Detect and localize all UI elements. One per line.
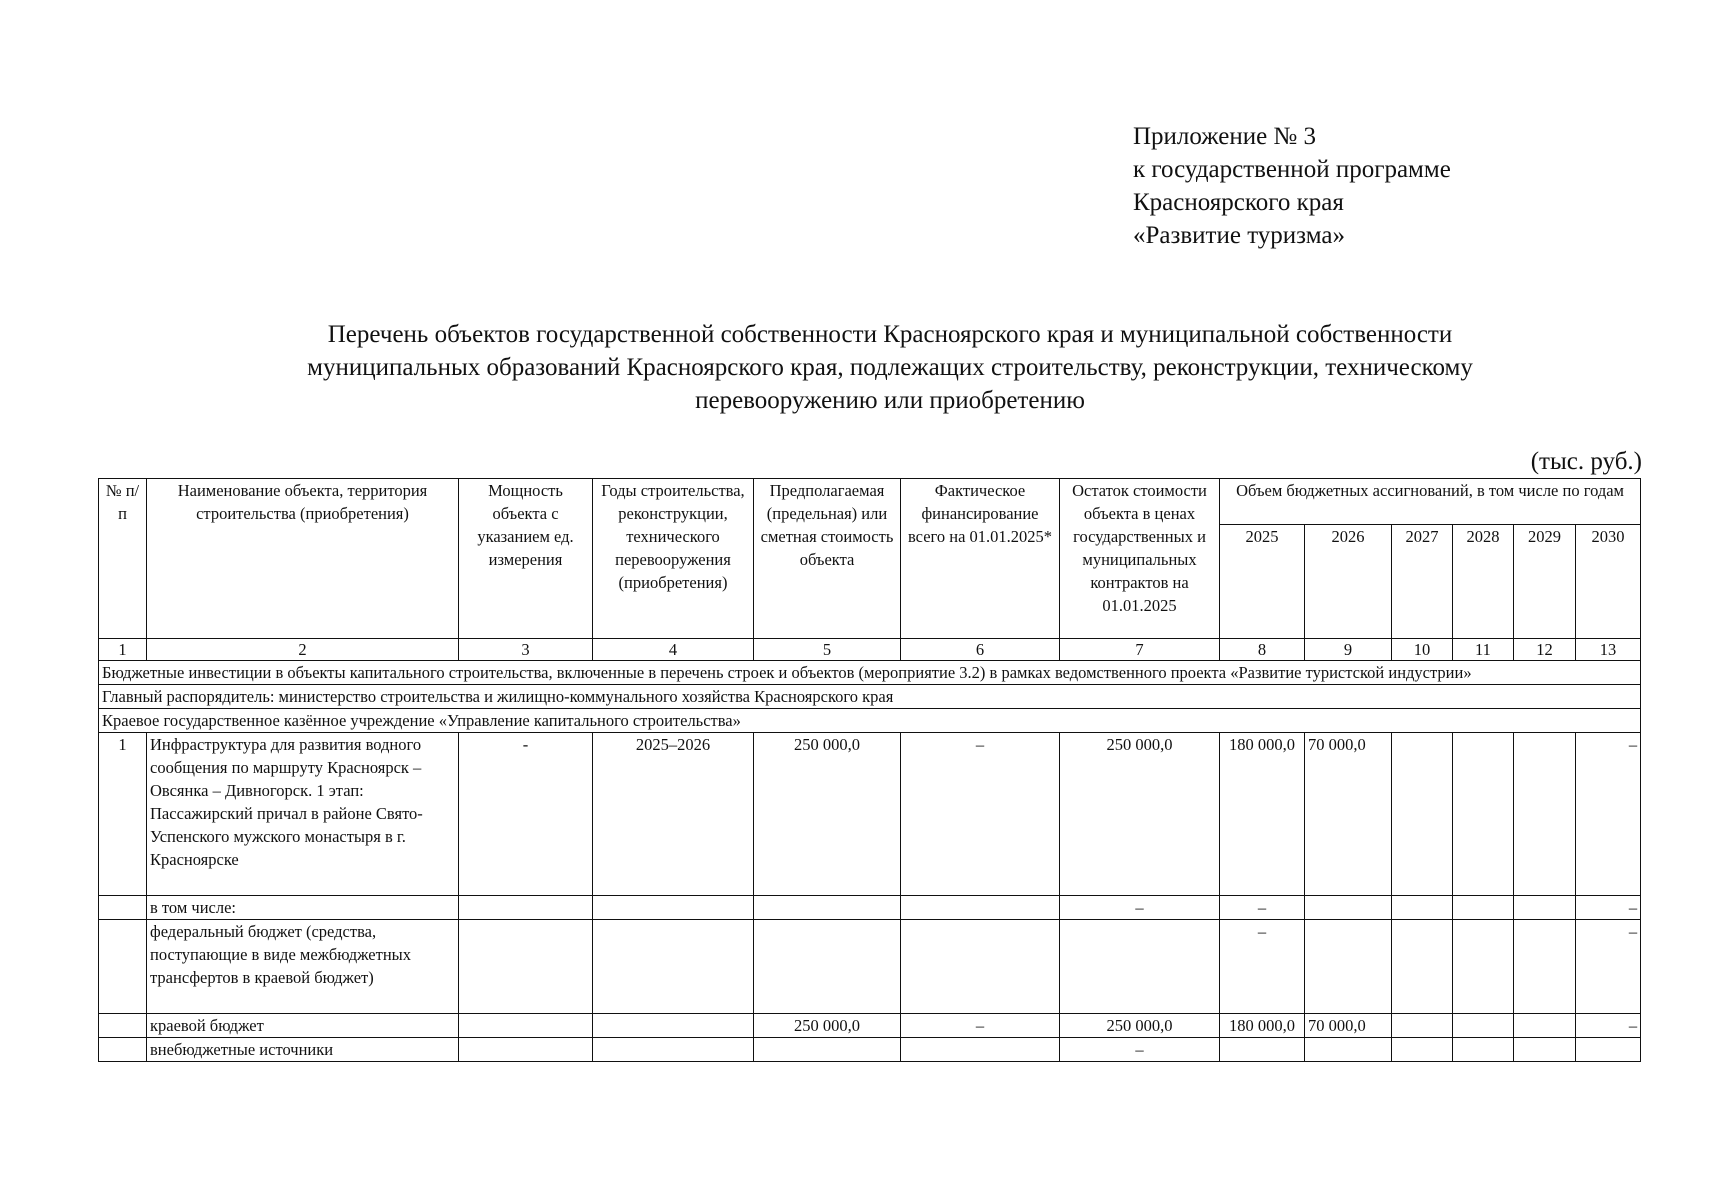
- year-2030-cell: [1576, 1038, 1641, 1062]
- section-text: Главный распорядитель: министерство строительства и жилищно-коммунального хозяйства Красноярского края: [99, 685, 1641, 709]
- years-cell: 2025–2026: [593, 733, 754, 896]
- appendix-line: «Развитие туризма»: [1133, 222, 1345, 249]
- year-2028-cell: [1453, 1014, 1514, 1038]
- remaining-cell: [1060, 920, 1220, 1014]
- units-label: (тыс. руб.): [1530, 448, 1642, 475]
- year-2029-cell: [1514, 1014, 1576, 1038]
- cost-cell: [754, 1038, 901, 1062]
- years-cell: [593, 1014, 754, 1038]
- year-header: 2026: [1305, 525, 1392, 639]
- column-number: 6: [901, 639, 1060, 661]
- section-row: [99, 709, 1641, 733]
- year-2026-cell: [1305, 896, 1392, 920]
- year-2028-cell: [1453, 1038, 1514, 1062]
- appendix-line: к государственной программе: [1133, 156, 1451, 183]
- year-2027-cell: [1392, 1038, 1453, 1062]
- year-2028-cell: [1453, 920, 1514, 1014]
- year-2026-cell: [1305, 920, 1392, 1014]
- capacity-cell: [459, 1014, 593, 1038]
- year-2025-cell: –: [1220, 896, 1305, 920]
- row-number: 1: [99, 733, 147, 896]
- year-2029-cell: [1514, 1038, 1576, 1062]
- title-line: Перечень объектов государственной собственности Красноярского края и муниципальной собственности: [327, 321, 1453, 348]
- header-cell: Мощность объекта с указанием ед. измерения: [459, 479, 593, 639]
- column-number: 8: [1220, 639, 1305, 661]
- year-2028-cell: [1453, 733, 1514, 896]
- years-cell: [593, 896, 754, 920]
- object-name: федеральный бюджет (средства, поступающие в виде межбюджетных трансфертов в краевой бюджет): [147, 920, 459, 1014]
- year-2026-cell: 70 000,0: [1305, 1014, 1392, 1038]
- cost-cell: 250 000,0: [754, 733, 901, 896]
- year-2029-cell: [1514, 733, 1576, 896]
- table-row: [99, 733, 1641, 896]
- capacity-cell: [459, 1038, 593, 1062]
- column-number: 11: [1453, 639, 1514, 661]
- object-name: Инфраструктура для развития водного сообщения по маршруту Красноярск – Овсянка – Дивногорск. 1 этап: Пассажирский причал в районе Свято-Успенского мужского монастыря в г. Красноярске: [147, 733, 459, 896]
- column-number: 3: [459, 639, 593, 661]
- year-2025-cell: –: [1220, 920, 1305, 1014]
- year-2030-cell: –: [1576, 920, 1641, 1014]
- year-2026-cell: 70 000,0: [1305, 733, 1392, 896]
- row-number: [99, 1038, 147, 1062]
- year-header: 2028: [1453, 525, 1514, 639]
- row-number: [99, 920, 147, 1014]
- capacity-cell: [459, 896, 593, 920]
- header-cell: Фактическое финансирование всего на 01.01.2025*: [901, 479, 1060, 639]
- cost-cell: [754, 896, 901, 920]
- header-cell: Остаток стоимости объекта в ценах государственных и муниципальных контрактов на 01.01.2025: [1060, 479, 1220, 639]
- column-number-row: [99, 639, 1641, 661]
- header-cell: Предполагаемая (предельная) или сметная стоимость объекта: [754, 479, 901, 639]
- remaining-cell: –: [1060, 896, 1220, 920]
- year-2025-cell: 180 000,0: [1220, 733, 1305, 896]
- year-header: 2030: [1576, 525, 1641, 639]
- year-2029-cell: [1514, 896, 1576, 920]
- year-2027-cell: [1392, 733, 1453, 896]
- header-cell: Годы строительства, реконструкции, технического перевооружения (приобретения): [593, 479, 754, 639]
- section-row: [99, 685, 1641, 709]
- year-2025-cell: 180 000,0: [1220, 1014, 1305, 1038]
- actual-cell: –: [901, 733, 1060, 896]
- objects-table: [98, 478, 1641, 1062]
- actual-cell: –: [901, 1014, 1060, 1038]
- year-header: 2027: [1392, 525, 1453, 639]
- section-text: Бюджетные инвестиции в объекты капитального строительства, включенные в перечень строек и объектов (мероприятие 3.2) в рамках ведомственного проекта «Развитие туристской индустрии»: [99, 661, 1641, 685]
- column-number: 9: [1305, 639, 1392, 661]
- header-group-cell: Объем бюджетных ассигнований, в том числе по годам: [1220, 479, 1641, 525]
- capacity-cell: -: [459, 733, 593, 896]
- column-number: 12: [1514, 639, 1576, 661]
- appendix-line: Приложение № 3: [1133, 123, 1317, 150]
- column-number: 1: [99, 639, 147, 661]
- capacity-cell: [459, 920, 593, 1014]
- column-number: 5: [754, 639, 901, 661]
- cost-cell: 250 000,0: [754, 1014, 901, 1038]
- title-line: перевооружению или приобретению: [695, 387, 1085, 414]
- object-name: внебюджетные источники: [147, 1038, 459, 1062]
- year-2027-cell: [1392, 896, 1453, 920]
- section-text: Краевое государственное казённое учреждение «Управление капитального строительства»: [99, 709, 1641, 733]
- actual-cell: [901, 1038, 1060, 1062]
- row-number: [99, 896, 147, 920]
- table-row: [99, 1014, 1641, 1038]
- header-row-1: [99, 479, 1641, 525]
- year-2029-cell: [1514, 920, 1576, 1014]
- table-row: [99, 920, 1641, 1014]
- years-cell: [593, 1038, 754, 1062]
- table-row: [99, 896, 1641, 920]
- year-header: 2029: [1514, 525, 1576, 639]
- cost-cell: [754, 920, 901, 1014]
- column-number: 13: [1576, 639, 1641, 661]
- year-2025-cell: [1220, 1038, 1305, 1062]
- row-number: [99, 1014, 147, 1038]
- remaining-cell: 250 000,0: [1060, 733, 1220, 896]
- column-number: 7: [1060, 639, 1220, 661]
- year-2027-cell: [1392, 1014, 1453, 1038]
- table-row: [99, 1038, 1641, 1062]
- object-name: в том числе:: [147, 896, 459, 920]
- remaining-cell: 250 000,0: [1060, 1014, 1220, 1038]
- column-number: 2: [147, 639, 459, 661]
- header-cell: Наименование объекта, территория строительства (приобретения): [147, 479, 459, 639]
- year-2027-cell: [1392, 920, 1453, 1014]
- year-header: 2025: [1220, 525, 1305, 639]
- title-line: муниципальных образований Красноярского края, подлежащих строительству, реконструкции, техническому: [307, 354, 1473, 381]
- section-row: [99, 661, 1641, 685]
- column-number: 4: [593, 639, 754, 661]
- document-title: [150, 318, 1630, 417]
- year-2026-cell: [1305, 1038, 1392, 1062]
- year-2030-cell: –: [1576, 1014, 1641, 1038]
- appendix-line: Красноярского края: [1133, 189, 1344, 216]
- remaining-cell: –: [1060, 1038, 1220, 1062]
- actual-cell: [901, 896, 1060, 920]
- actual-cell: [901, 920, 1060, 1014]
- years-cell: [593, 920, 754, 1014]
- appendix-block: [1133, 120, 1451, 252]
- header-cell: № п/п: [99, 479, 147, 639]
- column-number: 10: [1392, 639, 1453, 661]
- year-2030-cell: –: [1576, 733, 1641, 896]
- year-2028-cell: [1453, 896, 1514, 920]
- year-2030-cell: –: [1576, 896, 1641, 920]
- object-name: краевой бюджет: [147, 1014, 459, 1038]
